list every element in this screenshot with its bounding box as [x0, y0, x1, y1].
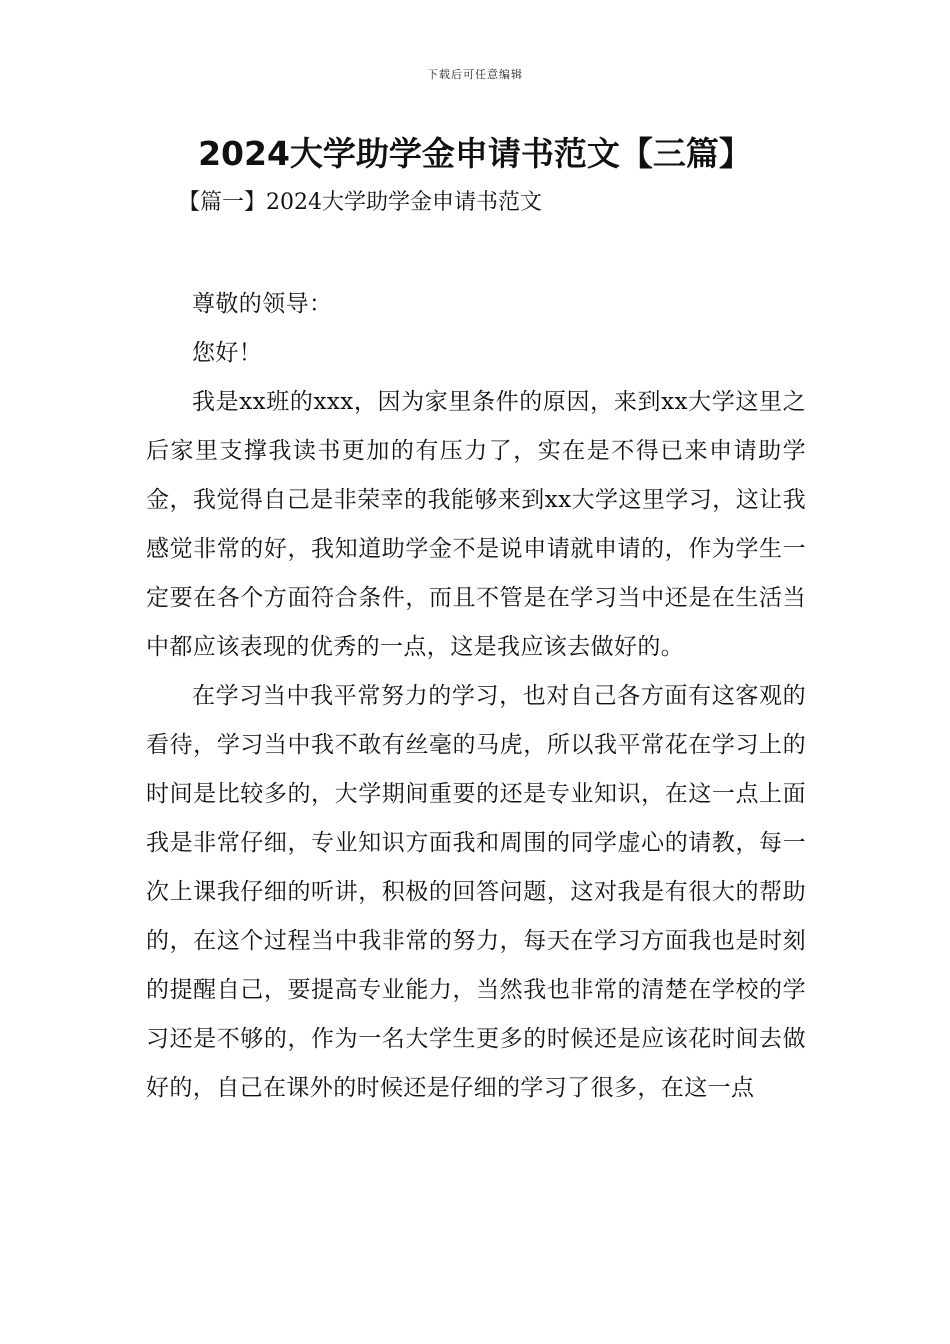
salutation: 尊敬的领导：: [192, 291, 333, 317]
paragraph-2: 在学习当中我平常努力的学习，也对自己各方面有这客观的看待，学习当中我不敢有丝毫的马虎，所以我平常花在学习上的时间是比较多的，大学期间重要的还是专业知识，在这一点上面我是非常仔细，专业知识方面我和周围的同学虚心的请教，每一次上课我仔细的听讲，积极的回答问题，这对我是有很大的帮助的，在这个过程当中我非常的努力，每天在学习方面我也是时刻的提醒自己，要提高专业能力，当然我也非常的清楚在学校的学习还是不够的，作为一名大学生更多的时候还是应该花时间去做好的，自己在课外的时候还是仔细的学习了很多，在这一点: [146, 683, 806, 1101]
greeting: 您好！: [192, 340, 263, 366]
paragraph-1: 我是xx班的xxx，因为家里条件的原因，来到xx大学这里之后家里支撑我读书更加的有压力了，实在是不得已来申请助学金，我觉得自己是非荣幸的我能够来到xx大学这里学习，这让我感觉非常的好，我知道助学金不是说申请就申请的，作为学生一定要在各个方面符合条件，而且不管是在学习当中还是在生活当中都应该表现的优秀的一点，这是我应该去做好的。: [146, 389, 806, 660]
section-subtitle: 【篇一】2024大学助学金申请书范文: [178, 190, 542, 215]
document-body: [146, 280, 806, 1113]
page-header-note: 下载后可任意编辑: [427, 68, 523, 81]
document-title: 2024大学助学金申请书范文【三篇】: [198, 134, 752, 173]
